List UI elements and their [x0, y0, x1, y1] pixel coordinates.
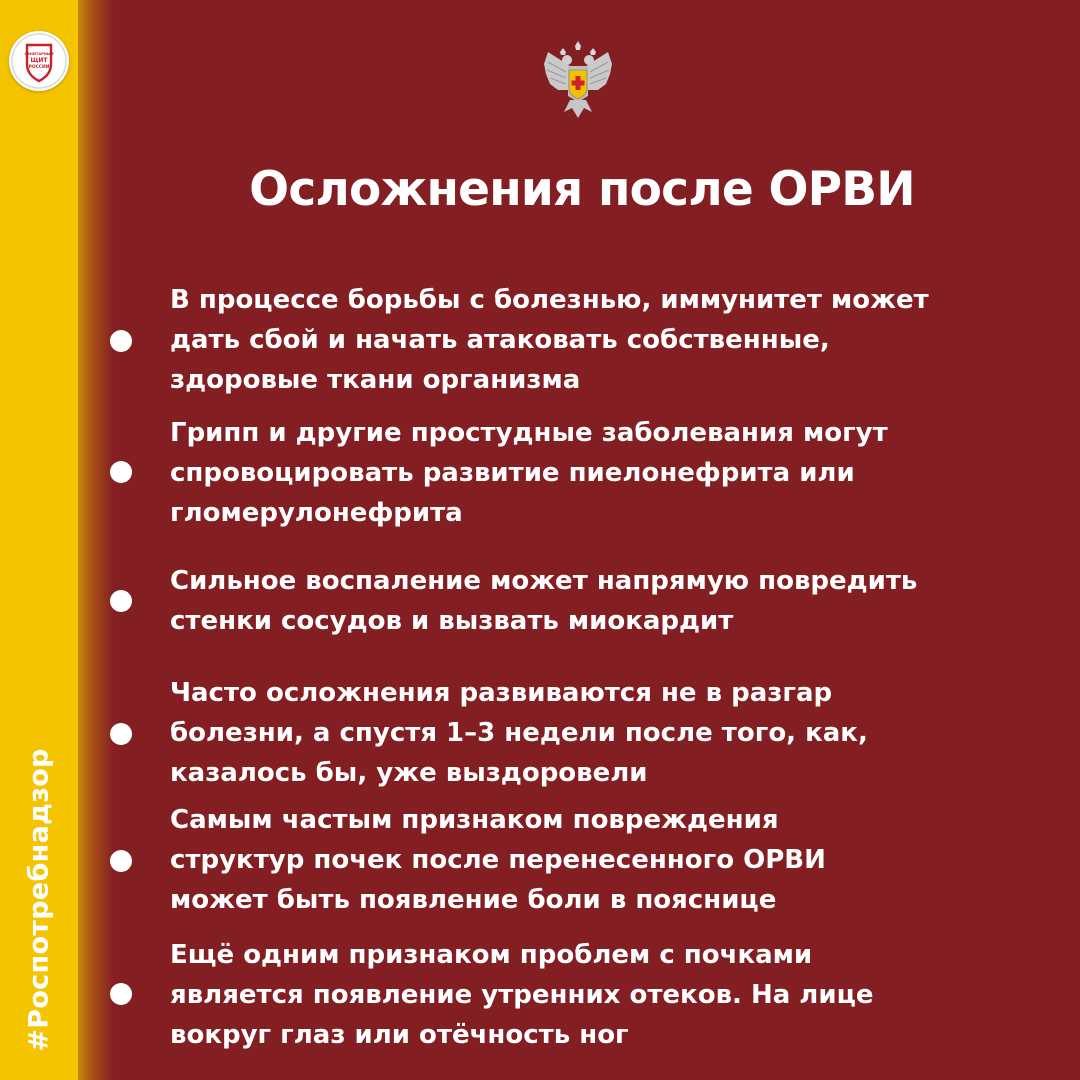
list-item-text: Самым частым признаком повреждения структур почек после перенесенного ОРВИ может быть появление боли в пояснице: [170, 805, 826, 915]
bullet-icon: [110, 590, 132, 612]
double-headed-eagle-emblem-icon: [540, 40, 616, 122]
list-item: [110, 561, 1040, 641]
list-item-text: Грипп и другие простудные заболевания могут спровоцировать развитие пиелонефрита или гломерулонефрита: [170, 418, 888, 528]
list-item: [110, 800, 1040, 920]
bullet-icon: [110, 983, 132, 1005]
list-item-text: Часто осложнения развиваются не в разгар болезни, а спустя 1–3 недели после того, как, казалось бы, уже выздоровели: [170, 678, 868, 788]
list-item-text: Сильное воспаление может напрямую повредить стенки сосудов и вызвать миокардит: [170, 566, 918, 636]
bullet-icon: [110, 723, 132, 745]
list-item-text: Ещё одним признаком проблем с почками является появление утренних отеков. На лице вокруг глаз или отёчность ног: [170, 940, 874, 1050]
badge-line-2: ЩИТ: [30, 57, 48, 64]
sanitary-shield-badge: [9, 31, 69, 91]
bullet-icon: [110, 850, 132, 872]
badge-line-3: РОССИИ: [28, 65, 50, 70]
list-item: [110, 935, 1040, 1055]
bullet-icon: [110, 461, 132, 483]
hashtag-label: #Роспотребнадзор: [23, 748, 55, 1052]
list-item: [110, 413, 1040, 533]
page-title: Осложнения после ОРВИ: [249, 162, 915, 217]
badge-line-1: САНИТАРНЫЙ: [24, 52, 54, 56]
bullet-icon: [110, 330, 132, 352]
list-item: [110, 673, 1040, 793]
side-band-shadow: [78, 0, 114, 1080]
list-item-text: В процессе борьбы с болезнью, иммунитет может дать сбой и начать атаковать собственные, здоровые ткани организма: [170, 285, 929, 395]
shield-icon: [9, 31, 69, 91]
list-item: [110, 280, 1040, 400]
